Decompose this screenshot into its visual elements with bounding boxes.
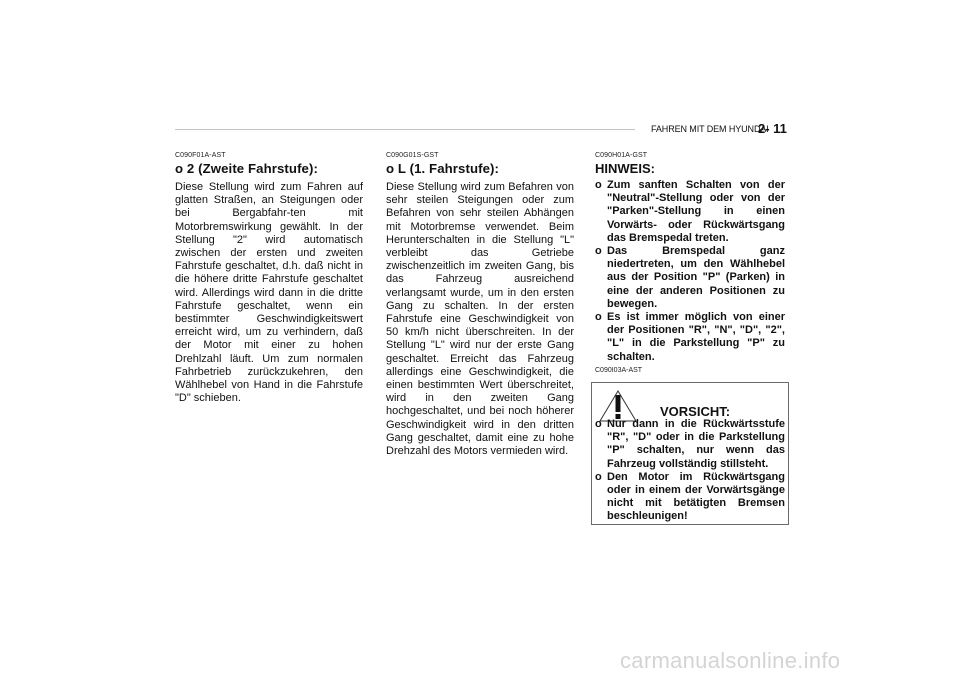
list-item-text: Zum sanften Schalten von der "Neutral"-Stellung oder von der "Parken"-Stellung in einen Vorwärts- oder Rückwärtsgang das Bremspedal treten.	[607, 179, 785, 244]
list-item-text: Nur dann in die Rückwärtsstufe "R", "D" oder in die Parkstellung "P" schalten, nur wenn das Fahrzeug vollständig stillsteht.	[607, 418, 785, 470]
column-right	[595, 152, 785, 364]
section-heading: o L (1. Fahrstufe):	[386, 161, 500, 176]
header-rule	[175, 129, 635, 130]
list-item	[595, 418, 785, 471]
bullet-mark: o	[595, 179, 602, 191]
bullet-mark: o	[595, 245, 602, 258]
notice-title: HINWEIS:	[595, 161, 655, 176]
bullet-mark: o	[595, 418, 602, 430]
list-item	[595, 179, 785, 245]
bullet-mark: o	[595, 470, 602, 483]
list-item	[595, 245, 785, 311]
list-item-text: Den Motor im Rückwärtsgang oder in einem der Vorwärtsgänge nicht mit betätigten Bremsen beschleunigen!	[607, 470, 785, 523]
list-item	[595, 311, 785, 364]
list-item	[595, 471, 785, 524]
section-heading: o 2 (Zweite Fahrstufe):	[175, 161, 318, 176]
section-code: C090H01A-GST	[595, 152, 648, 159]
running-header: FAHREN MIT DEM HYUNDAI	[651, 124, 769, 134]
list-item-text: Es ist immer möglich von einer der Positionen "R", "N", "D", "2", "L" in die Parkstellung "P" zu schalten.	[607, 311, 785, 363]
list-item-text: Das Bremspedal ganz niedertreten, um den Wählhebel aus der Position "P" (Parken) in eine der anderen Positionen zu bewegen.	[607, 245, 785, 310]
caution-list-wrap	[595, 418, 785, 524]
section-code: C090F01A-AST	[175, 152, 226, 159]
notice-list	[595, 179, 785, 364]
section-body: Diese Stellung wird zum Fahren auf glatten Straßen, an Steigungen oder bei Bergabfahr-ten mit Motorbremswirkung gewählt. In der Stellung "2" wird automatisch zwischen der ersten und zweiten Fahrstufe geschaltet, d.h. daß nicht in die höhere dritte Fahrstufe geschaltet wird. Allerdings wird dann in die dritte Fahrstufe geschaltet, wenn ein bestimmter Geschwindigkeitswert erreicht wird, um zu verhindern, daß der Motor mit einer zu hohen Drehlzahl läuft. Um zum normalen Fahrbetrieb zurückzukehren, den Wählhebel von Hand in die Fahrstufe "D" schieben.	[175, 181, 363, 405]
watermark: carmanualsonline.info	[620, 648, 841, 673]
column-left	[175, 152, 363, 405]
column-middle	[386, 152, 574, 458]
section-body: Diese Stellung wird zum Befahren von sehr steilen Steigungen oder zum Befahren von sehr steilen Abhängen mit Motorbremse verwendet. Beim Herunterschalten in die Stellung "L" verbleibt das Getriebe zwischenzeitlich im zweiten Gang, bis das Fahrzeug ausreichend verlangsamt wurde, um in den ersten Gang zu schalten. In der ersten Fahrstufe eine Geschwindigkeit von 50 km/h nicht überschreiten. In der Stellung "L" wird nur der erste Gang geschaltet. Erreicht das Fahrzeug allerdings eine Geschwindigkeit, die einen bestimmten Wert überschreitet, wird in den zweiten Gang hochgeschaltet, und bei noch höherer Geschwindigkeit wird in den dritten Gang geschaltet, damit eine zu hohe Drehzahl des Motors vermieden wird.	[386, 181, 574, 458]
section-code: C090G01S-GST	[386, 152, 439, 159]
caution-title: VORSICHT:	[660, 404, 731, 419]
page-number: 2- 11	[758, 121, 787, 136]
bullet-mark: o	[595, 311, 602, 324]
caution-list	[595, 418, 785, 524]
caution-code: C090I03A-AST	[595, 367, 643, 374]
